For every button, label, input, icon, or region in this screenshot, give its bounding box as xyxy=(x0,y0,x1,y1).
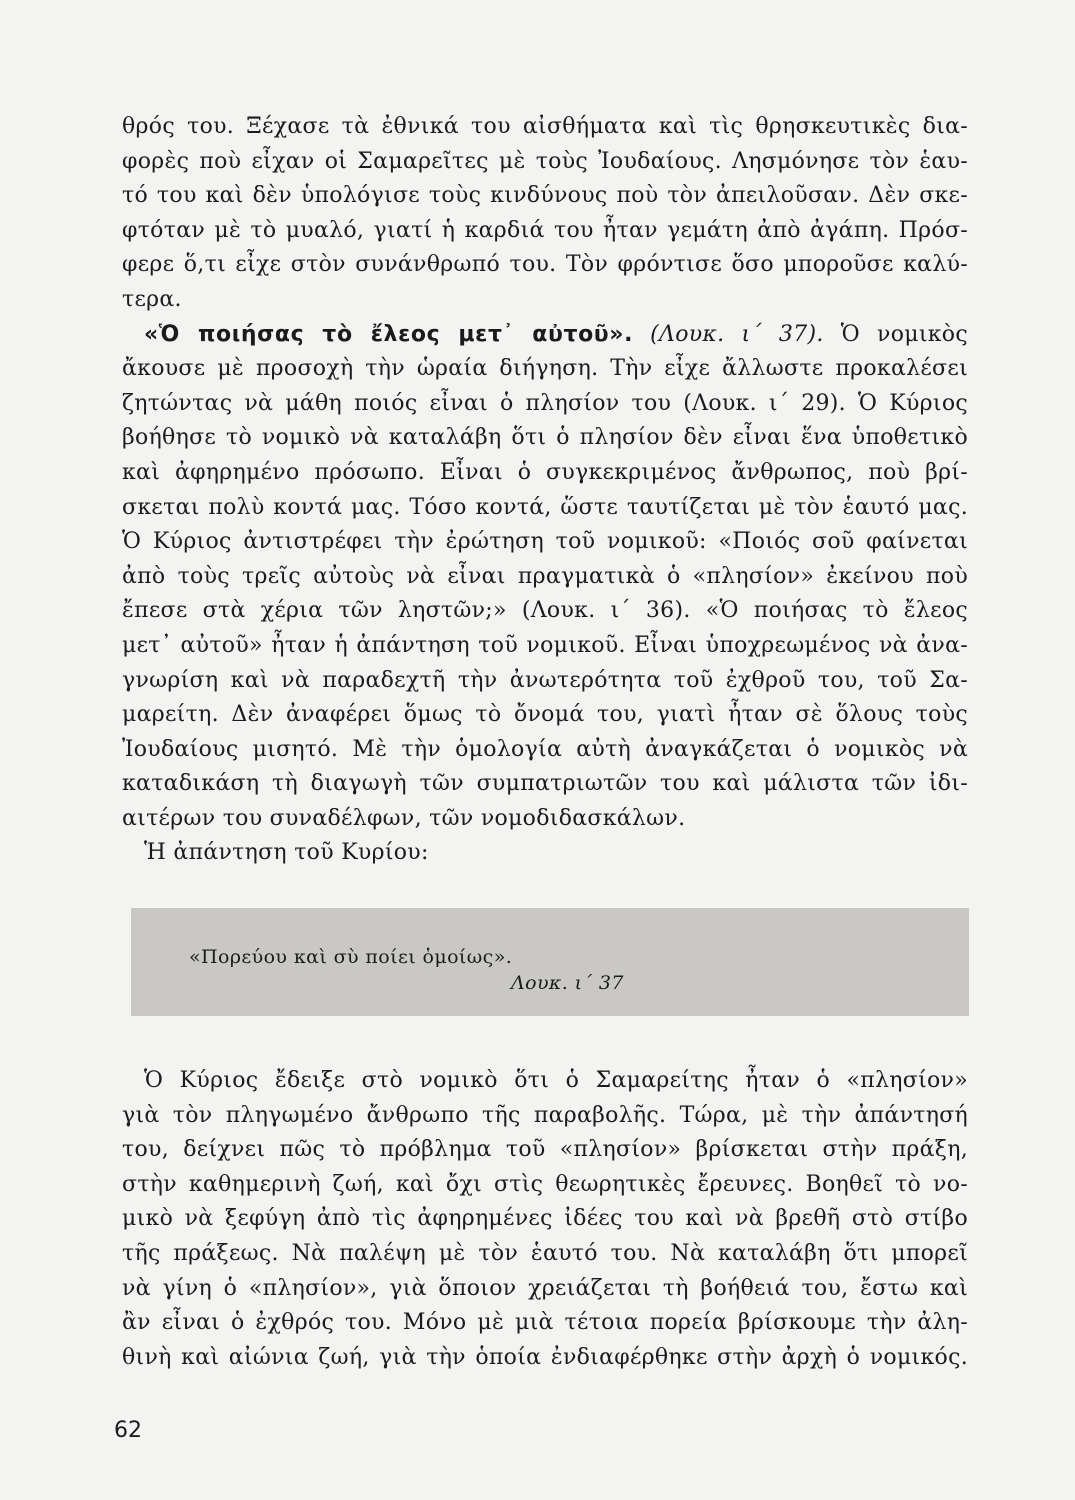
text-line: θινὴ καὶ αἰώνια ζωή, γιὰ τὴν ὁποία ἐνδιαφέρθηκε στὴν ἀρχὴ ὁ νομικός. xyxy=(122,1344,968,1370)
closing-text xyxy=(122,1064,968,1375)
text-line: φερε ὅ,τι εἶχε στὸν συνάνθρωπό του. Τὸν φρόντισε ὅσο μποροῦσε καλύ- xyxy=(122,252,968,278)
text-line: αιτέρων του συναδέλφων, τῶν νομοδιδασκάλων. xyxy=(122,805,686,831)
quote-box xyxy=(131,908,969,1016)
text-line: βοήθησε τὸ νομικὸ νὰ καταλάβη ὅτι ὁ πλησίον δὲν εἶναι ἕνα ὑποθετικὸ xyxy=(122,425,968,451)
text-line: μικὸ νὰ ξεφύγη ἀπὸ τὶς ἀφηρημένες ἰδέες του καὶ νὰ βρεθῆ στὸ στίβο xyxy=(122,1206,968,1232)
text-line: Ἡ ἀπάντηση τοῦ Κυρίου: xyxy=(144,840,429,866)
text-line: τό του καὶ δὲν ὑπολόγισε τοὺς κινδύνους ποὺ τὸν ἀπειλοῦσαν. Δὲν σκε- xyxy=(122,183,968,209)
text-line: ἂν εἶναι ὁ ἐχθρός του. Μόνο μὲ μιὰ τέτοια πορεία βρίσκουμε τὴν ἀλη- xyxy=(122,1310,968,1336)
text-line: μετ᾽ αὐτοῦ» ἦταν ἡ ἀπάντηση τοῦ νομικοῦ. Εἶναι ὑποχρεωμένος νὰ ἀνα- xyxy=(122,632,968,658)
text-line: γνωρίση καὶ νὰ παραδεχτῆ τὴν ἀνωτερότητα τοῦ ἐχθροῦ του, τοῦ Σα- xyxy=(122,667,968,693)
text-line: του, δείχνει πῶς τὸ πρόβλημα τοῦ «πλησίον» βρίσκεται στὴν πράξη, xyxy=(122,1137,968,1163)
scripture-reference: (Λουκ. ι΄ 37). xyxy=(650,321,824,347)
text-line: καὶ ἀφηρημένο πρόσωπο. Εἶναι ὁ συγκεκριμένος ἄνθρωπος, ποὺ βρί- xyxy=(122,459,968,485)
text-line: ἔπεσε στὰ χέρια τῶν ληστῶν;» (Λουκ. ι΄ 36). «Ὁ ποιήσας τὸ ἔλεος xyxy=(122,598,968,624)
heading-continuation: Ὁ νομικὸς xyxy=(840,321,968,347)
quote-text: «Πορεύου καὶ σὺ ποίει ὁμοίως». xyxy=(189,946,513,968)
text-line: σκεται πολὺ κοντά μας. Τόσο κοντά, ὥστε ταυτίζεται μὲ τὸν ἑαυτό μας. xyxy=(122,494,968,520)
text-line: ἀπὸ τοὺς τρεῖς αὐτοὺς νὰ εἶναι πραγματικὰ ὁ «πλησίον» ἐκείνου ποὺ xyxy=(122,563,968,589)
section-heading: «Ὁ ποιήσας τὸ ἔλεος μετ᾽ αὐτοῦ». xyxy=(144,321,634,347)
text-line: μαρείτη. Δὲν ἀναφέρει ὅμως τὸ ὄνομά του, γιατὶ ἦταν σὲ ὅλους τοὺς xyxy=(122,702,968,728)
main-text xyxy=(122,110,968,871)
quote-reference: Λουκ. ι΄ 37 xyxy=(511,972,624,994)
text-line: νὰ γίνη ὁ «πλησίον», γιὰ ὅποιον χρειάζεται τὴ βοήθειά του, ἔστω καὶ xyxy=(122,1275,968,1301)
text-line: στὴν καθημερινὴ ζωή, καὶ ὄχι στὶς θεωρητικὲς ἔρευνες. Βοηθεῖ τὸ νο- xyxy=(122,1171,968,1197)
text-line: καταδικάση τὴ διαγωγὴ τῶν συμπατριωτῶν του καὶ μάλιστα τῶν ἰδι- xyxy=(122,771,968,797)
text-line: Ὁ Κύριος ἔδειξε στὸ νομικὸ ὅτι ὁ Σαμαρείτης ἦταν ὁ «πλησίον» xyxy=(144,1068,968,1093)
text-line: ἄκουσε μὲ προσοχὴ τὴν ὡραία διήγηση. Τὴν εἶχε ἄλλωστε προκαλέσει xyxy=(122,356,968,382)
text-line: τῆς πράξεως. Νὰ παλέψη μὲ τὸν ἑαυτό του. Νὰ καταλάβη ὅτι μπορεῖ xyxy=(122,1240,968,1266)
text-line: θρός του. Ξέχασε τὰ ἐθνικά του αἰσθήματα καὶ τὶς θρησκευτικὲς δια- xyxy=(122,114,968,139)
text-line: Ὁ Κύριος ἀντιστρέφει τὴν ἐρώτηση τοῦ νομικοῦ: «Ποιός σοῦ φαίνεται xyxy=(122,529,968,555)
text-line: Ἰουδαίους μισητό. Μὲ τὴν ὁμολογία αὐτὴ ἀναγκάζεται ὁ νομικὸς νὰ xyxy=(122,736,968,762)
text-line: τερα. xyxy=(122,286,182,312)
text-line: ζητώντας νὰ μάθη ποιός εἶναι ὁ πλησίον του (Λουκ. ι΄ 29). Ὁ Κύριος xyxy=(122,390,968,416)
page-number: 62 xyxy=(114,1418,142,1443)
text-line: φτόταν μὲ τὸ μυαλό, γιατί ἡ καρδιά του ἦταν γεμάτη ἀπὸ ἀγάπη. Πρόσ- xyxy=(122,217,968,243)
text-line: φορὲς ποὺ εἶχαν οἱ Σαμαρεῖτες μὲ τοὺς Ἰουδαίους. Λησμόνησε τὸν ἑαυ- xyxy=(122,148,968,174)
text-line: γιὰ τὸν πληγωμένο ἄνθρωπο τῆς παραβολῆς. Τώρα, μὲ τὴν ἀπάντησή xyxy=(122,1102,968,1128)
heading-line xyxy=(122,318,968,353)
